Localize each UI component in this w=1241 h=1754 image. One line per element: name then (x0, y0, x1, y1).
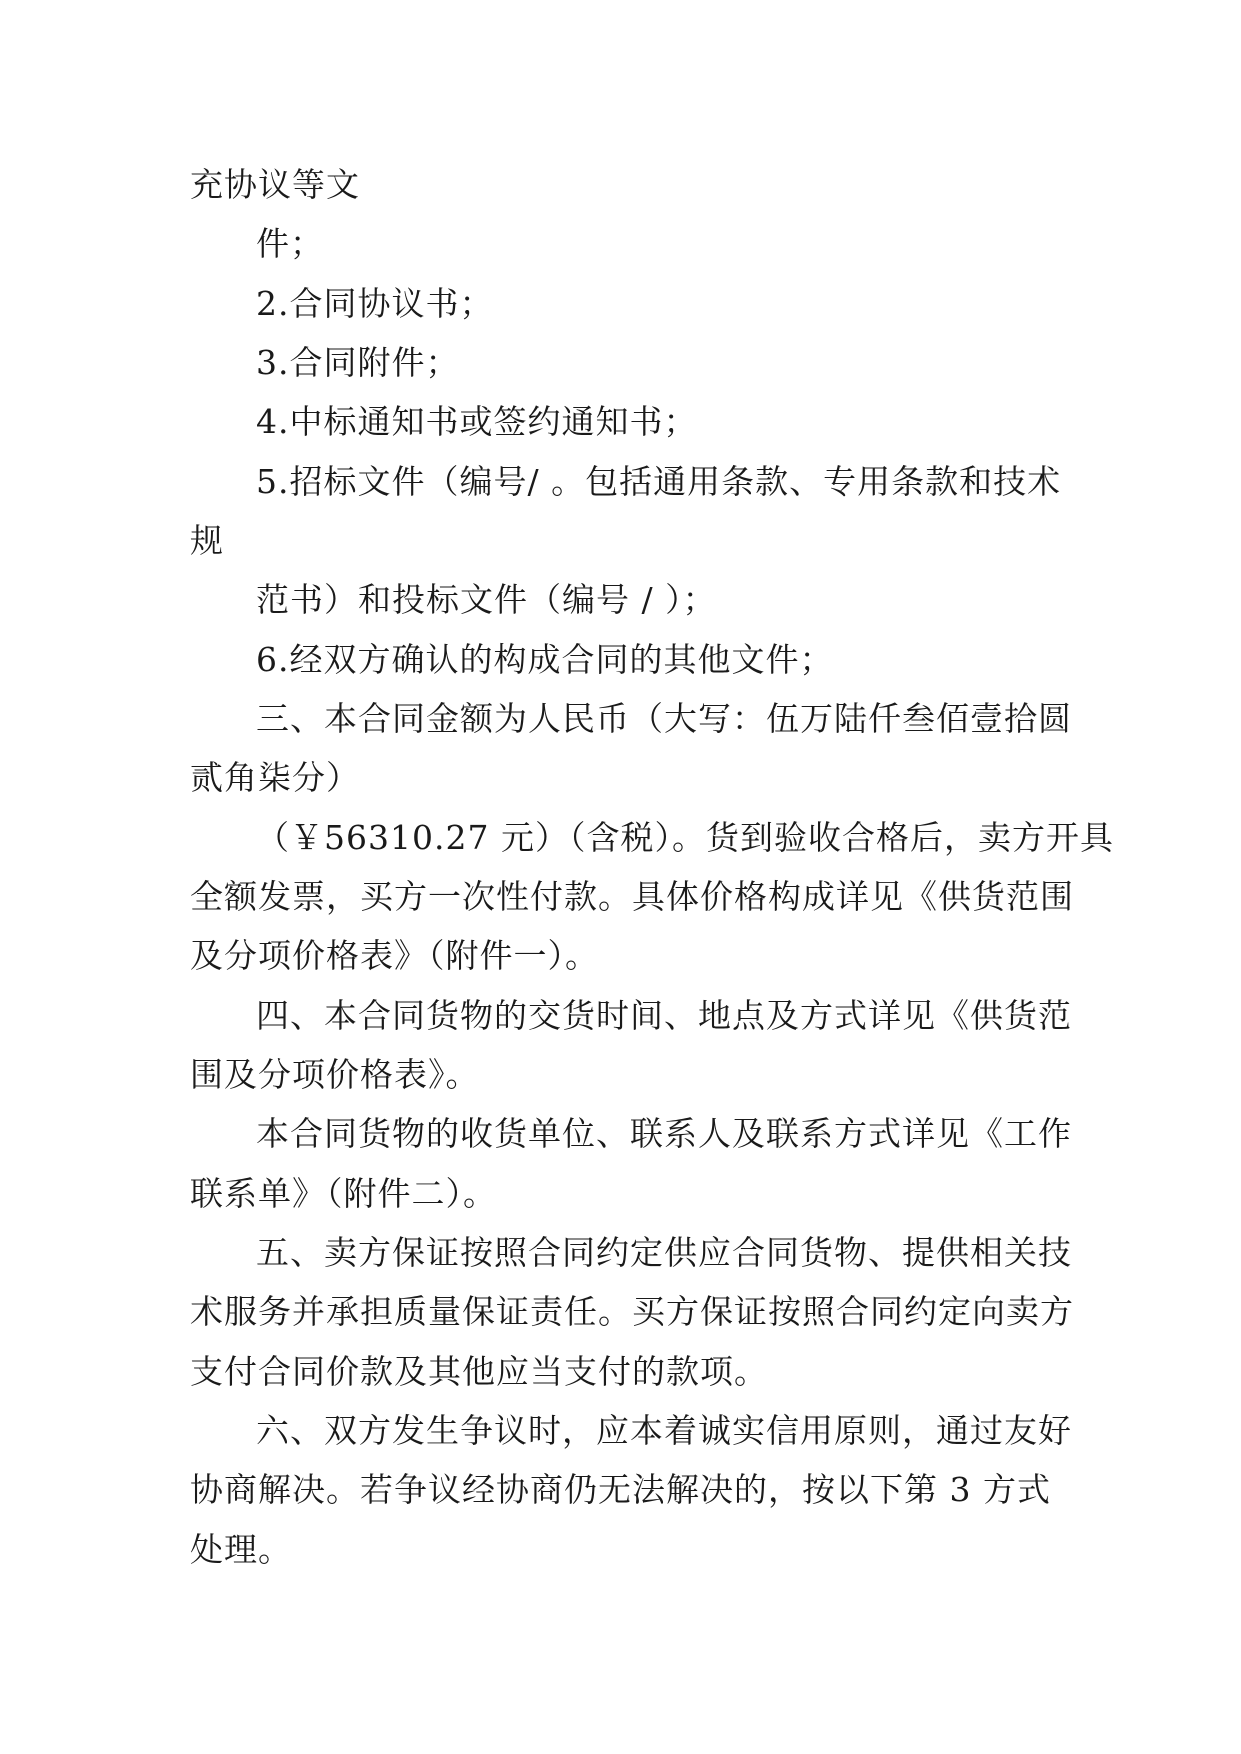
text-line: 本合同货物的收货单位、联系人及联系方式详见《工作 (256, 1114, 1072, 1153)
text-line: 六、双方发生争议时，应本着诚实信用原则，通过友好 (256, 1411, 1072, 1450)
text-line: 三、本合同金额为人民币（大写：伍万陆仟叁佰壹拾圆 (256, 699, 1072, 738)
text-line: 术服务并承担质量保证责任。买方保证按照合同约定向卖方 (190, 1292, 1074, 1331)
text-line: 2.合同协议书； (256, 284, 494, 323)
text-line: 支付合同价款及其他应当支付的款项。 (190, 1352, 768, 1391)
text-line: 及分项价格表》（附件一）。 (190, 936, 599, 975)
text-line: 件； (256, 224, 324, 263)
text-line: （￥56310.27 元）（含税）。货到验收合格后，卖方开具 (256, 818, 1114, 857)
text-line: 6.经双方确认的构成合同的其他文件； (256, 640, 834, 679)
text-line: 贰角柒分） (190, 758, 360, 797)
text-line: 4.中标通知书或签约通知书； (256, 402, 698, 441)
text-line: 5.招标文件（编号/ 。包括通用条款、专用条款和技术 (256, 462, 1062, 501)
text-line: 围及分项价格表》。 (190, 1055, 480, 1094)
text-line: 充协议等文 (190, 165, 360, 204)
text-line: 处理。 (190, 1530, 292, 1569)
text-line: 四、本合同货物的交货时间、地点及方式详见《供货范 (256, 996, 1072, 1035)
text-line: 全额发票，买方一次性付款。具体价格构成详见《供货范围 (190, 877, 1074, 916)
text-line: 协商解决。若争议经协商仍无法解决的，按以下第 3 方式 (190, 1470, 1051, 1509)
text-line: 规 (190, 521, 224, 560)
text-line: 联系单》（附件二）。 (190, 1174, 497, 1213)
text-line: 3.合同附件； (256, 343, 460, 382)
text-line: 范书）和投标文件（编号 / ）； (256, 580, 717, 619)
text-line: 五、卖方保证按照合同约定供应合同货物、提供相关技 (256, 1233, 1072, 1272)
